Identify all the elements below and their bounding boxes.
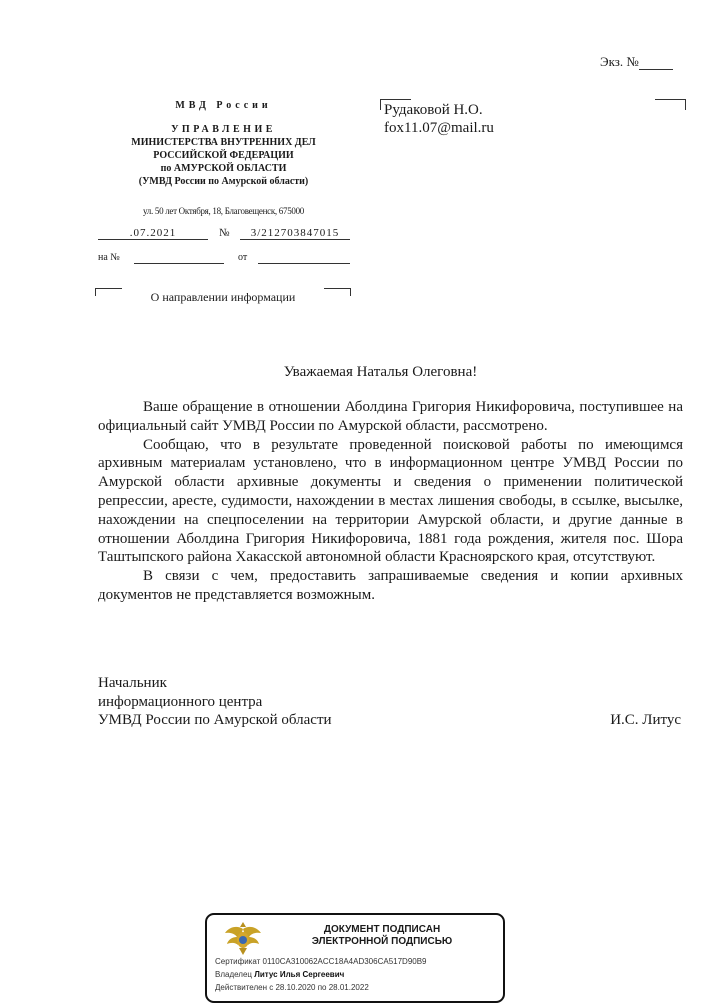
org-line: (УМВД России по Амурской области) (138, 176, 309, 187)
sender-organization (96, 99, 351, 188)
owner-label: Владелец (215, 970, 253, 979)
mvd-emblem-icon (223, 921, 263, 957)
in-reply-number-blank (134, 251, 224, 264)
body-paragraph: Ваше обращение в отношении Аболдина Григория Никифоровича, поступившее на официальный сайт УМВД России по Амурской области, рассмотрено. (98, 399, 683, 434)
from-label: от (238, 252, 248, 263)
greeting: Уважаемая Наталья Олеговна! (283, 364, 478, 380)
department-title: УПРАВЛЕНИЕ (171, 124, 276, 135)
document-date: .07.2021 (98, 227, 208, 240)
number-label: № (219, 227, 230, 239)
document-number: 3/212703847015 (240, 227, 350, 240)
certificate-label: Сертификат (215, 957, 261, 966)
letter-body (98, 398, 683, 605)
owner-line (215, 970, 344, 979)
org-line: по АМУРСКОЙ ОБЛАСТИ (160, 163, 287, 174)
in-reply-date-blank (258, 251, 350, 264)
recipient-corner-right (655, 99, 686, 110)
signer-position-line: Начальник (98, 675, 167, 691)
recipient-name: Рудаковой Н.О. (384, 102, 483, 118)
recipient-block (384, 101, 494, 137)
reply-reference-row (98, 251, 350, 267)
recipient-email: fox11.07@mail.ru (384, 120, 494, 136)
stamp-title-line: ЭЛЕКТРОННОЙ ПОДПИСЬЮ (311, 936, 453, 947)
stamp-title (287, 924, 477, 948)
stamp-title-line: ДОКУМЕНТ ПОДПИСАН (323, 924, 441, 935)
ministry-short-name: МВД России (175, 100, 272, 111)
owner-value: Литус Илья Сергеевич (254, 970, 345, 979)
body-paragraph: Сообщаю, что в результате проведенной поисковой работы по имеющимся архивным материалам установлено, что в информационном центре УМВД России по Амурской области архивные документы и сведения о применении политической репрессии, аресте, судимости, нахождении в местах лишения свободы, в ссылке, высылке, нахождении на спецпоселении на территории Амурской области, и другие данные в отношении Аболдина Григория Никифоровича, 1881 года рождения, жителя пос. Шора Таштыпского района Хакасской автономной области Красноярского края, отсутствуют. (98, 436, 683, 566)
validity-line: Действителен с 28.10.2020 по 28.01.2022 (215, 983, 369, 992)
in-reply-label: на № (98, 252, 120, 263)
copy-number (600, 54, 673, 70)
signer-name: И.С. Литус (610, 712, 681, 728)
letter-subject: О направлении информации (150, 290, 296, 304)
body-paragraph: В связи с чем, предоставить запрашиваемые сведения и копии архивных документов не представляется возможным. (98, 568, 683, 603)
org-line: РОССИЙСКОЙ ФЕДЕРАЦИИ (153, 150, 294, 161)
sender-address: ул. 50 лет Октября, 18, Благовещенск, 675000 (142, 206, 305, 216)
signer-position-line: УМВД России по Амурской области (98, 712, 332, 728)
copy-number-label: Экз. № (600, 54, 639, 69)
certificate-value: 0110CA310062ACC18A4AD306CA517D90B9 (262, 957, 427, 966)
copy-number-blank (639, 56, 673, 70)
signature-block (98, 674, 683, 730)
signer-position-line: информационного центра (98, 693, 263, 710)
date-number-row (98, 227, 350, 243)
electronic-signature-stamp (205, 913, 505, 1003)
certificate-line (215, 957, 427, 966)
org-line: МИНИСТЕРСТВА ВНУТРЕННИХ ДЕЛ (131, 137, 316, 148)
